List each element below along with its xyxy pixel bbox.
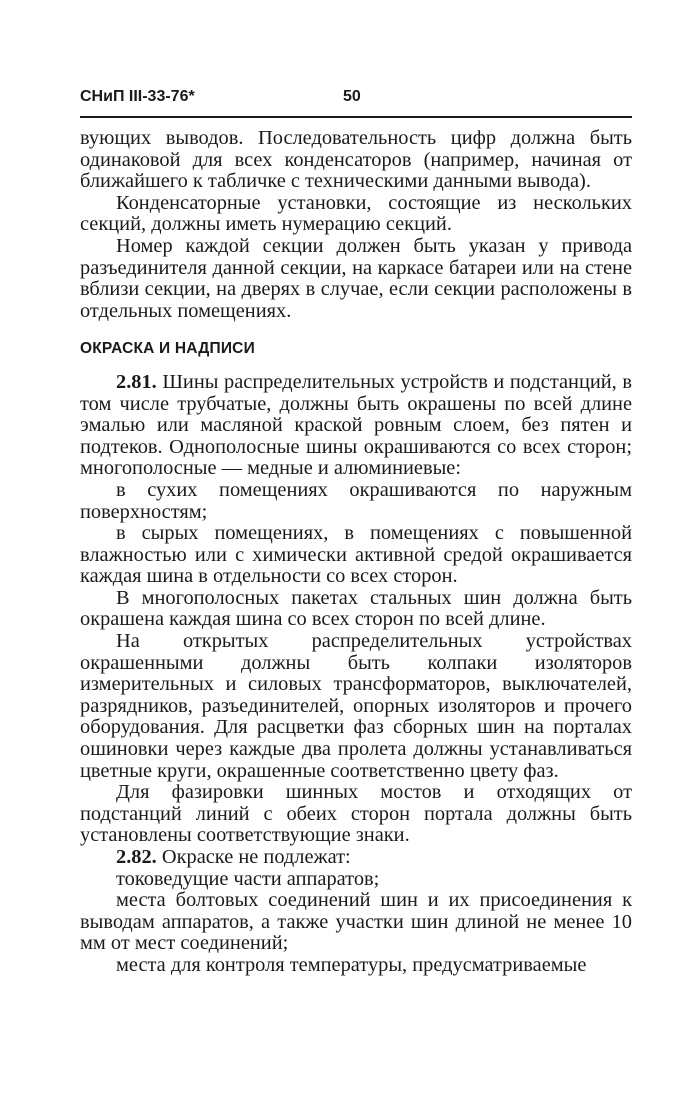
list-item: в сырых помещениях, в помещениях с повышенной влажностью или с химически активной средой окрашивается каждая шина в отдельности со всех сторон. — [80, 522, 632, 588]
paragraph: Номер каждой секции должен быть указан у привода разъединителя данной секции, на каркасе батареи или на стене вблизи секции, на дверях в случае, если секции расположены в отдельных помещениях. — [80, 234, 632, 322]
clause-2-81 — [80, 372, 632, 480]
paragraph: На открытых распределительных устройствах окрашенными должны быть колпаки изоляторов измерительных и силовых трансформаторов, выключателей, разрядников, разъединителей, опорных изоляторов и прочего оборудования. Для расцветки фаз сборных шин на порталах ошиновки через каждые два пролета должны устанавливаться цветные круги, окрашенные соответственно цвету фаз. — [80, 630, 632, 782]
clause-text: Окраске не подлежат: — [156, 846, 351, 868]
list-item: в сухих помещениях окрашиваются по наружным поверхностям; — [80, 478, 632, 523]
document-page — [80, 82, 632, 977]
paragraph: Конденсаторные установки, состоящие из нескольких секций, должны иметь нумерацию секций. — [80, 191, 632, 236]
page-number: 50 — [343, 88, 361, 105]
page-header — [80, 82, 632, 112]
clause-number: 2.81. — [116, 370, 157, 393]
paragraph-continuation: вующих выводов. Последовательность цифр должна быть одинаковой для всех конденсаторов (например, начиная от ближайшего к табличке с техническими данными вывода). — [80, 127, 632, 193]
list-item: токоведущие части аппаратов; — [116, 867, 380, 890]
clause-text: Шины распределительных устройств и подстанций, в том числе трубчатые, должны быть окрашены по всей длине эмалью или масляной краской ровным слоем, без пятен и подтеков. Однополосные шины окрашиваются со всех сторон; многополосные — медные и алюминиевые: — [80, 370, 632, 480]
document-code: СНиП III-33-76* — [80, 88, 195, 105]
clause-2-82 — [80, 847, 632, 869]
body-text — [80, 128, 632, 977]
list-item: места для контроля температуры, предусматриваемые — [116, 953, 587, 976]
paragraph: В многополосных пакетах стальных шин должна быть окрашена каждая шина со всех сторон по всей длине. — [80, 586, 632, 631]
header-rule — [80, 116, 632, 118]
section-heading: ОКРАСКА И НАДПИСИ — [80, 340, 255, 358]
clause-number: 2.82. — [116, 846, 157, 868]
list-item: места болтовых соединений шин и их присоединения к выводам аппаратов, а также участки шин длиной не менее 10 мм от мест соединений; — [80, 889, 632, 955]
paragraph: Для фазировки шинных мостов и отходящих от подстанций линий с обеих сторон портала должны быть установлены соответствующие знаки. — [80, 781, 632, 847]
